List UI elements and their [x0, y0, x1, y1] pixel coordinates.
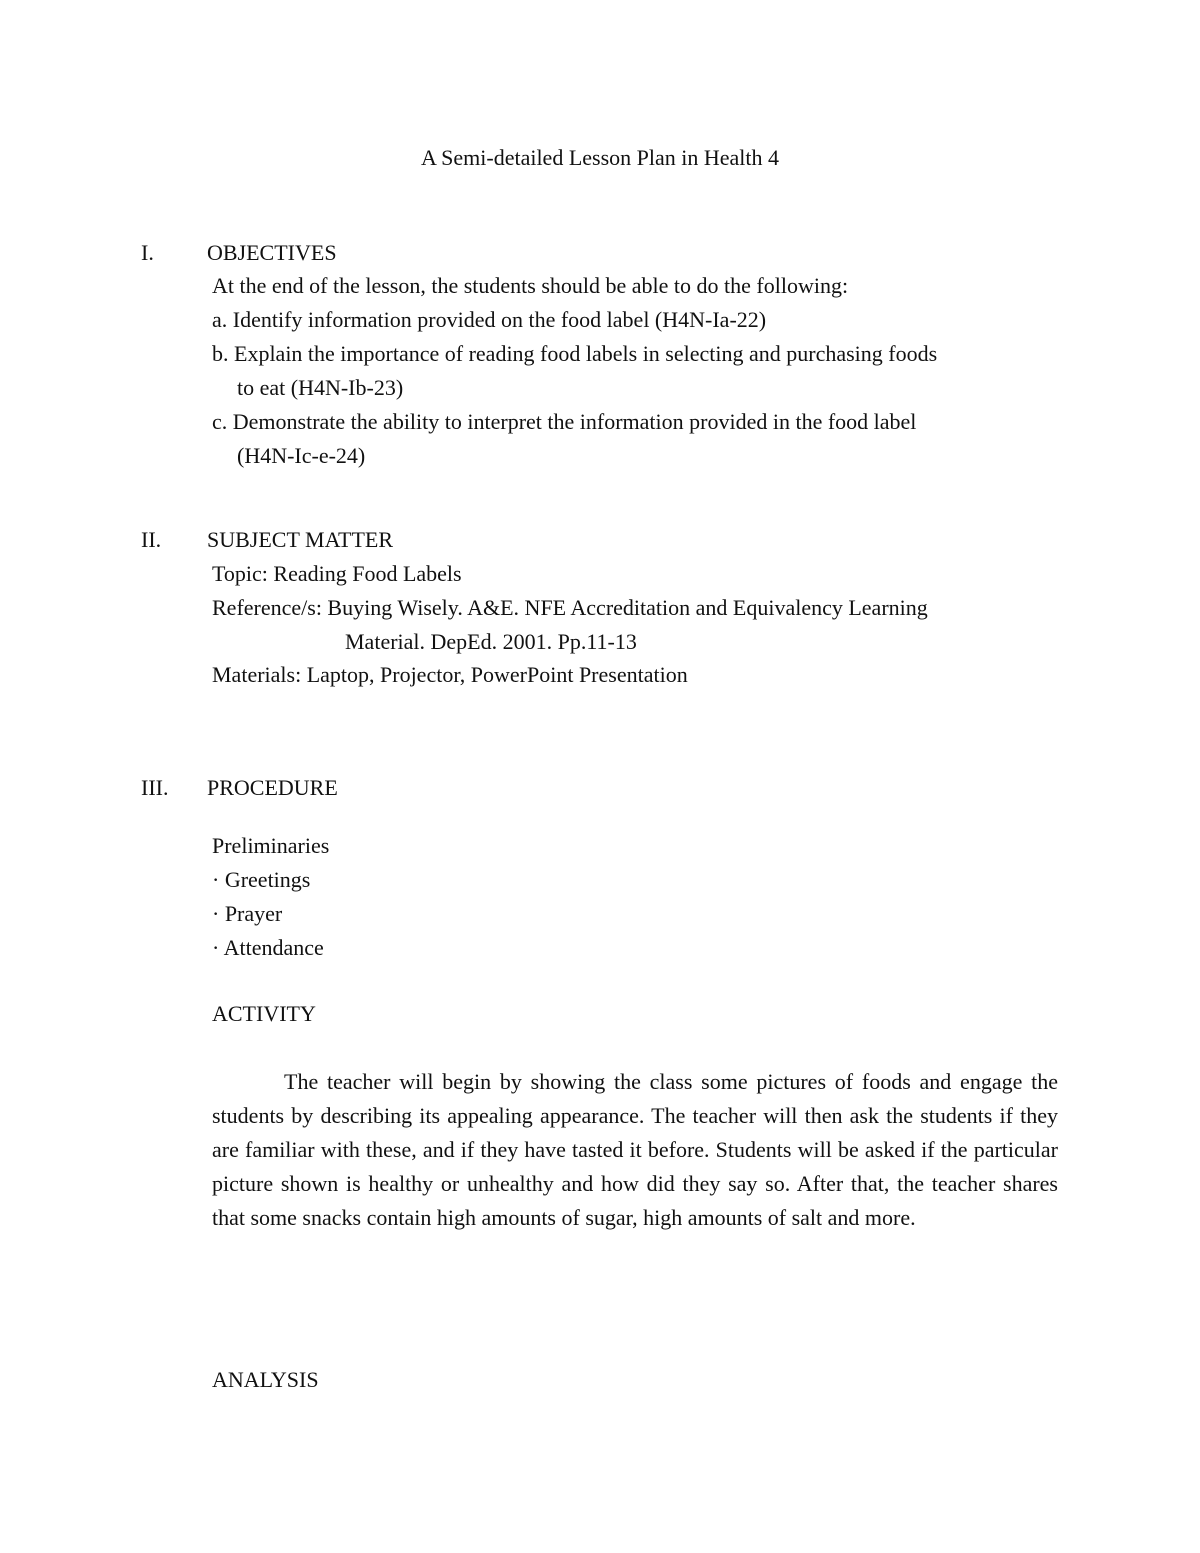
objective-item-c: c. Demonstrate the ability to interpret the information provided in the food label [212, 409, 917, 434]
subject-topic: Topic: Reading Food Labels [212, 561, 462, 586]
analysis-heading: ANALYSIS [212, 1367, 319, 1392]
objective-item-a: a. Identify information provided on the food label (H4N-Ia-22) [212, 307, 767, 332]
activity-heading: ACTIVITY [212, 1001, 316, 1026]
section-heading-objectives: OBJECTIVES [207, 240, 337, 265]
page-title: A Semi-detailed Lesson Plan in Health 4 [420, 145, 780, 170]
section-heading-procedure: PROCEDURE [207, 775, 338, 800]
activity-paragraph: The teacher will begin by showing the class some pictures of foods and engage the students by describing its appealing appearance. The teacher will then ask the students if they are familiar with these, and if they have tasted it before. Students will be asked if the particular picture shown is healthy or unhealthy and how did they say so. After that, the teacher shares that some snacks contain high amounts of sugar, high amounts of salt and more. [212, 1069, 1058, 1230]
objective-item-c-cont: (H4N-Ic-e-24) [237, 443, 366, 468]
prelim-item-attendance: · Attendance [212, 935, 324, 960]
section-numeral-procedure: III. [141, 775, 169, 800]
objectives-intro: At the end of the lesson, the students should be able to do the following: [212, 273, 849, 298]
section-numeral-objectives: I. [141, 240, 154, 265]
preliminaries-heading: Preliminaries [212, 833, 330, 858]
subject-reference-cont: Material. DepEd. 2001. Pp.11-13 [345, 629, 637, 654]
section-heading-subject-matter: SUBJECT MATTER [207, 527, 394, 552]
prelim-item-prayer: · Prayer [212, 901, 283, 926]
section-numeral-subject-matter: II. [141, 527, 162, 552]
objective-item-b-cont: to eat (H4N-Ib-23) [237, 375, 404, 400]
prelim-item-greetings: · Greetings [212, 867, 311, 892]
subject-materials: Materials: Laptop, Projector, PowerPoint Presentation [212, 662, 688, 687]
objective-item-b: b. Explain the importance of reading food labels in selecting and purchasing foods [212, 341, 938, 366]
subject-reference: Reference/s: Buying Wisely. A&E. NFE Accreditation and Equivalency Learning [212, 595, 928, 620]
